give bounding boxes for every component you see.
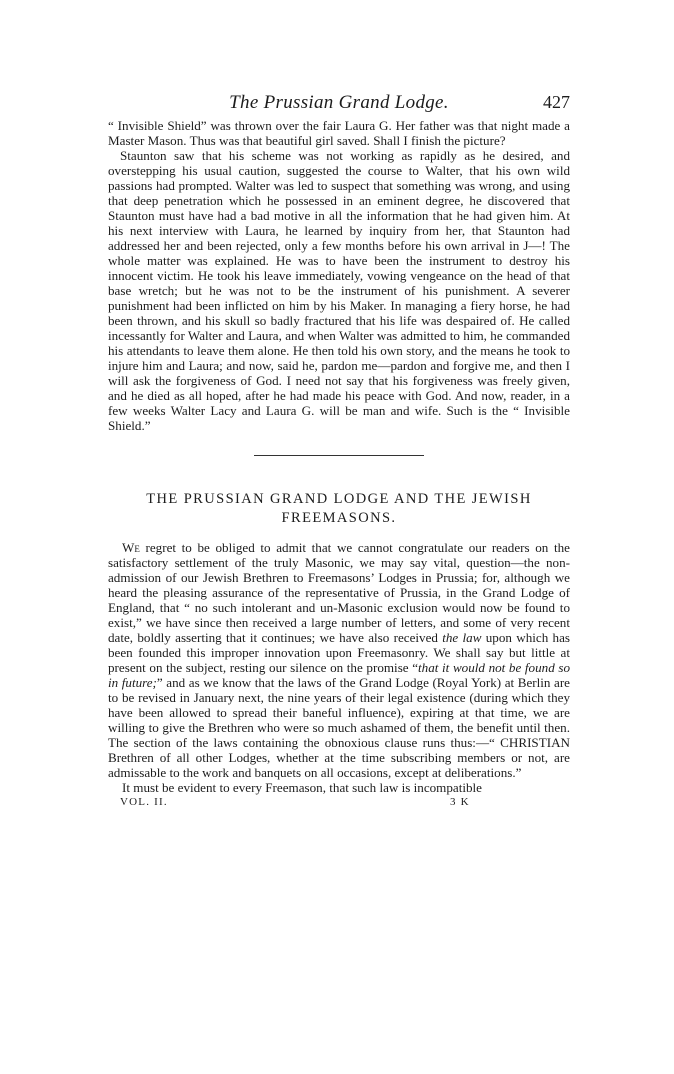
article-title — [108, 490, 570, 528]
story-paragraph: “ Invisible Shield” was thrown over the fair Laura G. Her father was that night made a Master Mason. Thus was that beautiful girl saved. Shall I finish the picture? — [108, 118, 570, 148]
article-emphasis: the law — [442, 630, 482, 645]
page-footer — [108, 796, 570, 812]
drop-word: We — [122, 540, 140, 555]
page-number: 427 — [543, 92, 570, 112]
running-header — [108, 88, 570, 118]
article-text: upon which has been founded this improper innovation upon Freemasonry. We shall say but little at present on the subject, resting our silence on the promise “ — [108, 630, 570, 675]
article-body — [108, 540, 570, 795]
book-page — [108, 88, 570, 812]
article-paragraph: It must be evident to every Freemason, that such law is incompatible — [122, 780, 482, 795]
volume-mark: VOL. II. — [120, 796, 168, 808]
signature-mark: 3 K — [450, 796, 470, 808]
story-paragraph: Staunton saw that his scheme was not working as rapidly as he desired, and overstepping his usual caution, suggested the course to Walter, that his own wild passions had prompted. Walter was led to suspect that something was wrong, and using that deep penetration which he possessed in an eminent degree, he discovered that Staunton must have had a bad motive in all the information that he had given him. At his next interview with Laura, he learned by inquiry from her, that Staunton had addressed her and been rejected, only a few months before his own arrival in J—! The whole matter was explained. He was to have been the instrument to destroy his innocent victim. He took his leave immediately, vowing vengeance on the head of that base wretch; but he was not to be the instrument of his punishment. A severer punishment had been inflicted on him by his Maker. In managing a fiery horse, he had been thrown, and his skull so badly fractured that his life was despaired of. He called incessantly for Walter and Laura, and when Walter was admitted to him, he commanded his attendants to leave them alone. He then told his own story, and the means he took to injure him and Laura; and now, said he, pardon me—pardon and forgive me, and then I will ask the forgiveness of God. I need not say that his forgiveness was freely given, and he died as all hoped, after he had made his peace with God. And now, reader, in a few weeks Walter Lacy and Laura G. will be man and wife. Such is the “ Invisible Shield.” — [108, 148, 570, 433]
article-text: regret to be obliged to admit that we cannot congratulate our readers on the satisfactory settlement of the truly Masonic, we may say vital, question—the non-admission of our Jewish Brethren to Freemasons’ Lodges in Prussia; for, although we heard the pleasing assurance of the representative of Prussia, in the Grand Lodge of England, that “ no such intolerant and un-Masonic exclusion would now be found to exist,” we have since then received a large number of letters, and some of very recent date, boldly asserting that it continues; we have also received — [108, 540, 570, 645]
article-title-line: THE PRUSSIAN GRAND LODGE AND THE JEWISH — [146, 491, 532, 507]
article-paragraph — [108, 540, 570, 780]
running-title: The Prussian Grand Lodge. — [229, 92, 449, 113]
article-emphasis: that it would not be found so in future; — [108, 660, 571, 690]
story-continuation — [108, 118, 570, 433]
article-title-line: FREEMASONS. — [281, 510, 397, 526]
article-text: ” and as we know that the laws of the Grand Lodge (Royal York) at Berlin are to be revised in January next, the nine years of their legal existence (during which they have been allowed to spread their baneful influence), expiring at that time, we are willing to give the Brethren who were so much ashamed of them, the benefit until then. The section of the laws containing the obnoxious clause runs thus:—“ CHRISTIAN Brethren of all other Lodges, whether at the time subscribing members or not, are admissable to the work and banquets on all occasions, except at deliberations.” — [108, 675, 570, 780]
section-divider — [254, 455, 424, 456]
